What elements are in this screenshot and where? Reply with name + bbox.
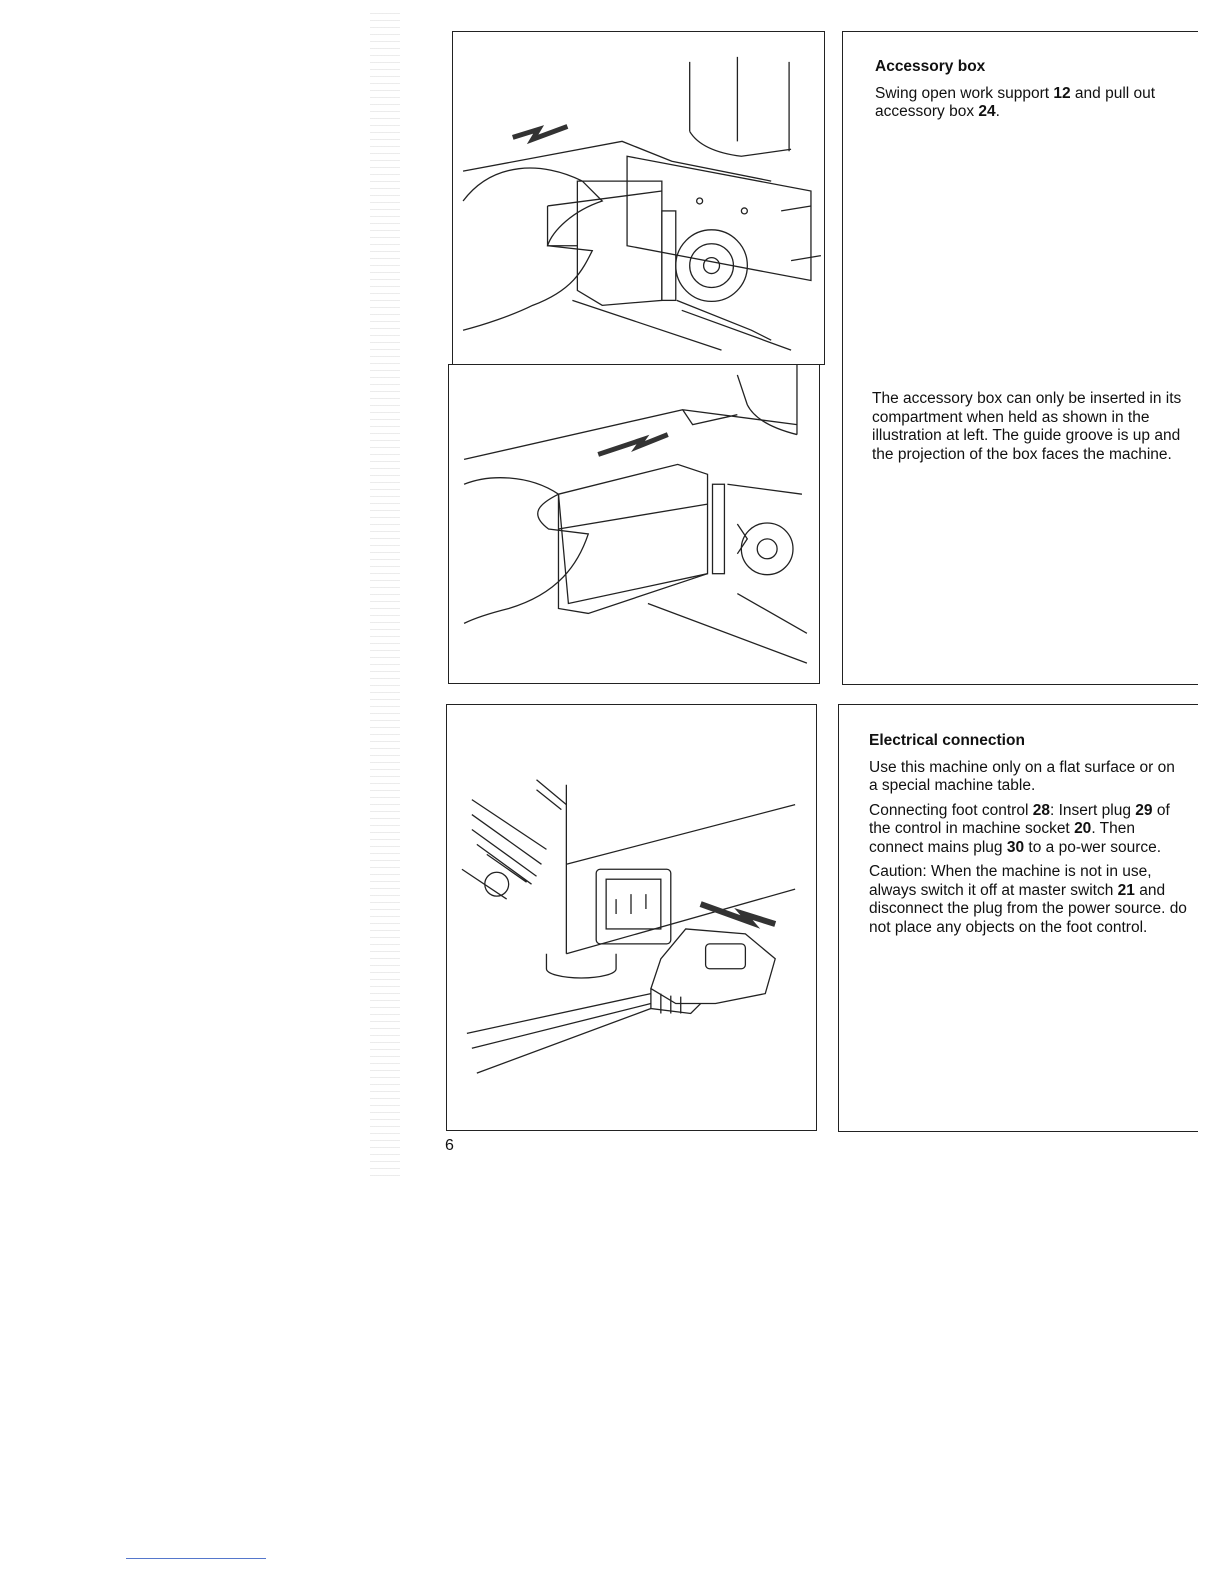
footer-rule (126, 1558, 266, 1559)
accessory-box-insert-note (872, 390, 1187, 470)
accessory-box-section (875, 58, 1187, 128)
insert-box-drawing (449, 365, 819, 683)
accessory-box-heading: Accessory box (875, 58, 986, 75)
electrical-section (869, 732, 1187, 943)
scan-edge-artifact (370, 10, 400, 1180)
page-number: 6 (445, 1137, 454, 1154)
electrical-heading: Electrical connection (869, 732, 1025, 749)
electrical-connection-drawing (447, 705, 816, 1130)
illustration-pull-out-box (452, 31, 825, 365)
illustration-insert-box (448, 364, 820, 684)
accessory-box-text-frame (842, 31, 1198, 685)
accessory-box-intro: Swing open work support 12 and pull out accessory box 24. (875, 84, 1156, 120)
electrical-surface-text: Use this machine only on a flat surface or on a special machine table. (869, 758, 1175, 794)
electrical-foot-control-text: Connecting foot control 28: Insert plug 29 of the control in machine socket 20. Then connect mains plug 30 to a po-wer source. (869, 801, 1170, 856)
pull-out-box-drawing (453, 32, 824, 364)
illustration-electrical-connection (446, 704, 817, 1131)
accessory-box-insert-text: The accessory box can only be inserted in its compartment when held as shown in the illustration at left. The guide groove is up and the projection of the box faces the machine. (872, 390, 1182, 463)
electrical-caution-text: Caution: When the machine is not in use, always switch it off at master switch 21 and disconnect the plug from the power source. do not place any objects on the foot control. (869, 863, 1187, 936)
